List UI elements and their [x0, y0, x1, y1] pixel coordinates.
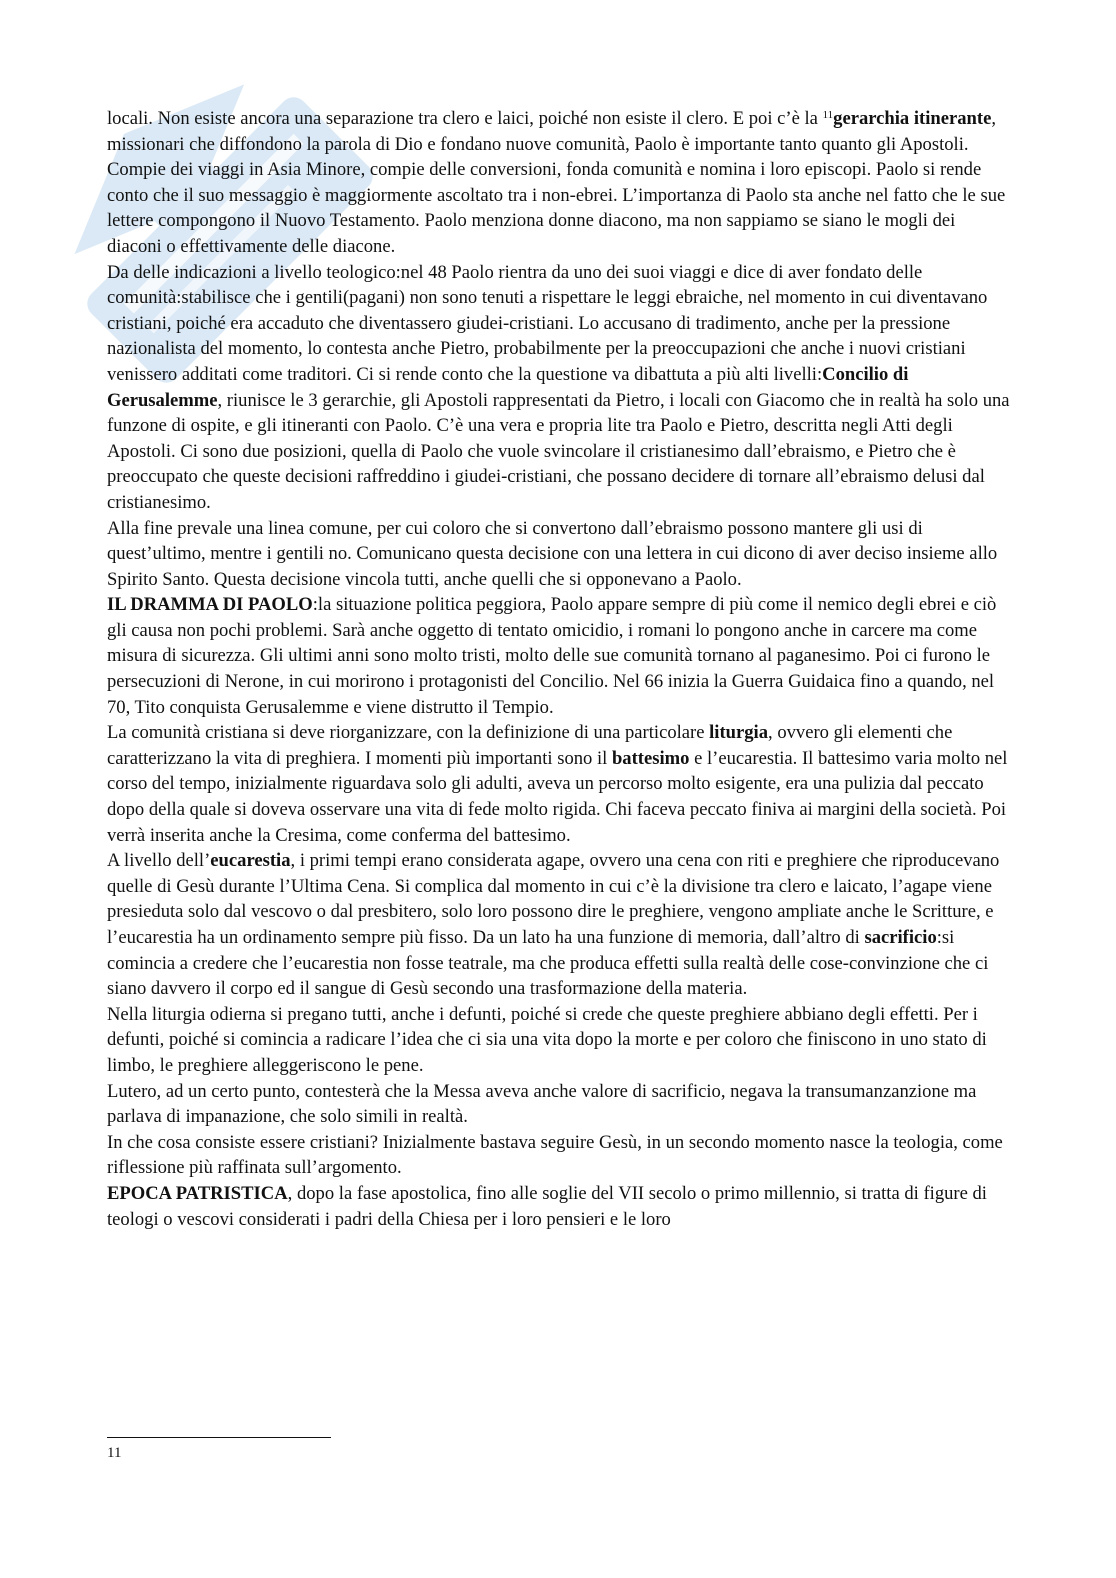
text-run: locali. Non esiste ancora una separazione tra clero e laici, poiché non esiste il clero. E poi c’è la — [107, 108, 823, 129]
text-run: In che cosa consiste essere cristiani? Inizialmente bastava seguire Gesù, in un secondo momento nasce la teologia, come riflessione più raffinata sull’argomento. — [107, 1131, 1003, 1179]
text-run: Lutero, ad un certo punto, contesterà che la Messa aveva anche valore di sacrificio, negava la transumanzanzione ma parlava di impanazione, che solo simili in realtà. — [107, 1080, 977, 1128]
text-run: La comunità cristiana si deve riorganizzare, con la definizione di una particolare — [107, 722, 710, 744]
text-run: e l’eucarestia. Il battesimo varia molto nel corso del tempo, inizialmente riguardava solo gli adulti, aveva un percorso molto esigente, era una pulizia dal peccato dopo della quale si doveva osservare una vita di fede molto rigida. Chi faceva peccato finiva ai margini della società. Poi verrà inserita anche la Cresima, come conferma del battesimo. — [107, 747, 1008, 846]
text-run: , dopo la fase apostolica, fino alle soglie del VII secolo o primo millennio, si tratta di figure di teologi o vescovi considerati i padri della Chiesa per i loro pensieri e le loro — [107, 1182, 987, 1230]
footnote-marker: 11 — [822, 109, 834, 121]
text-run: A livello dell’ — [107, 850, 211, 872]
paragraph — [107, 1002, 1012, 1079]
paragraph — [107, 516, 1012, 593]
paragraph — [107, 260, 1012, 516]
text-run: , ovvero gli elementi che caratterizzano la vita di preghiera. I momenti più importanti sono il — [107, 722, 953, 769]
text-run: :si comincia a credere che l’eucarestia non fosse teatrale, ma che produca effetti sulla realtà delle cose-convinzione che ci siano davvero il corpo ed il sangue di Gesù secondo una trasformazione della materia. — [107, 927, 989, 1000]
footnote-number: 11 — [107, 1445, 122, 1461]
bold-term: EPOCA PATRISTICA — [107, 1182, 288, 1204]
paragraph — [107, 1079, 1012, 1130]
bold-term: eucarestia — [210, 850, 291, 872]
paragraph — [107, 1130, 1012, 1181]
bold-term: battesimo — [611, 747, 690, 769]
footnote-separator — [107, 1437, 331, 1438]
paragraph — [107, 592, 1012, 720]
bold-term: IL DRAMMA DI PAOLO — [107, 594, 313, 616]
paragraph — [107, 720, 1012, 848]
bold-term: gerarchia itinerante — [833, 108, 992, 129]
bold-term: liturgia — [709, 722, 769, 744]
text-run: , riunisce le 3 gerarchie, gli Apostoli rappresentati da Pietro, i locali con Giacomo che in realtà ha solo una funzone di ospite, e gli itineranti con Paolo. C’è una vera e propria lite tra Paolo e Pietro, descritta negli Atti degli Apostoli. Ci sono due posizioni, quella di Paolo che vuole svincolare il cristianesimo dall’ebraismo, e Pietro che è preoccupato che queste decisioni raffreddino i giudei-cristiani, che possano decidere di tornare all’ebraismo delusi dal cristianesimo. — [107, 389, 1010, 513]
bold-term: sacrificio — [864, 927, 937, 948]
paragraph — [107, 1181, 1012, 1232]
text-run: , i primi tempi erano considerata agape, ovvero una cena con riti e preghiere che riproducevano quelle di Gesù durante l’Ultima Cena. Si complica dal momento in cui c’è la divisione tra clero e laicato, l’agape viene presieduta solo dal vescovo o dal presbitero, solo loro possono dire le preghiere, vengono ampliate anche le Scritture, e l’eucarestia ha un ordinamento sempre più fisso. Da un lato ha una funzione di memoria, dall’altro di — [107, 850, 1000, 948]
text-run: , missionari che diffondono la parola di Dio e fondano nuove comunità, Paolo è importante tanto quanto gli Apostoli. Compie dei viaggi in Asia Minore, compie delle conversioni, fonda comunità e nomina i loro episcopi. Paolo si rende conto che il suo messaggio è maggiormente ascoltato tra i non-ebrei. L’importanza di Paolo sta anche nel fatto che le sue lettere compongono il Nuovo Testamento. Paolo menziona donne diacono, ma non sappiamo se siano le mogli dei diaconi o effettivamente delle diacone. — [107, 108, 1006, 257]
paragraph — [107, 106, 1012, 260]
bold-term: Concilio di Gerusalemme — [107, 363, 909, 411]
text-run: Alla fine prevale una linea comune, per cui coloro che si convertono dall’ebraismo possono mantere gli usi di quest’ultimo, mentre i gentili no. Comunicano questa decisione con una lettera in cui dicono di aver deciso insieme allo Spirito Santo. Questa decisione vincola tutti, anche quelli che si opponevano a Paolo. — [107, 517, 998, 590]
text-run: Da delle indicazioni a livello teologico:nel 48 Paolo rientra da uno dei suoi viaggi e dice di aver fondato delle comunità:stabilisce che i gentili(pagani) non sono tenuti a rispettare le leggi ebraiche, nel momento in cui diventavano cristiani, poiché era accaduto che diventassero giudei-cristiani. Lo accusano di tradimento, anche per la pressione nazionalista del momento, lo contesta anche Pietro, probabilmente per la preoccupazioni che anche i nuovi cristiani venissero additati come traditori. Ci si rende conto che la questione va dibattuta a più alti livelli: — [107, 261, 988, 385]
text-run: :la situazione politica peggiora, Paolo appare sempre di più come il nemico degli ebrei e ciò gli causa non pochi problemi. Sarà anche oggetto di tentato omicidio, i romani lo pongono anche in carcere ma come misura di sicurezza. Gli ultimi anni sono molto tristi, molto delle sue comunità tornano al paganesimo. Poi ci furono le persecuzioni di Nerone, in cui morirono i protagonisti del Concilio. Nel 66 inizia la Guerra Guidaica fino a quando, nel 70, Tito conquista Gerusalemme e viene distrutto il Tempio. — [107, 594, 997, 718]
paragraph — [107, 848, 1012, 1002]
main-text — [107, 106, 1012, 1232]
text-run: Nella liturgia odierna si pregano tutti, anche i defunti, poiché si crede che queste preghiere abbiano degli effetti. Per i defunti, poiché si comincia a radicare l’idea che ci sia una vita dopo la morte e per coloro che finiscono in uno stato di limbo, le preghiere alleggeriscono le pene. — [107, 1003, 987, 1076]
